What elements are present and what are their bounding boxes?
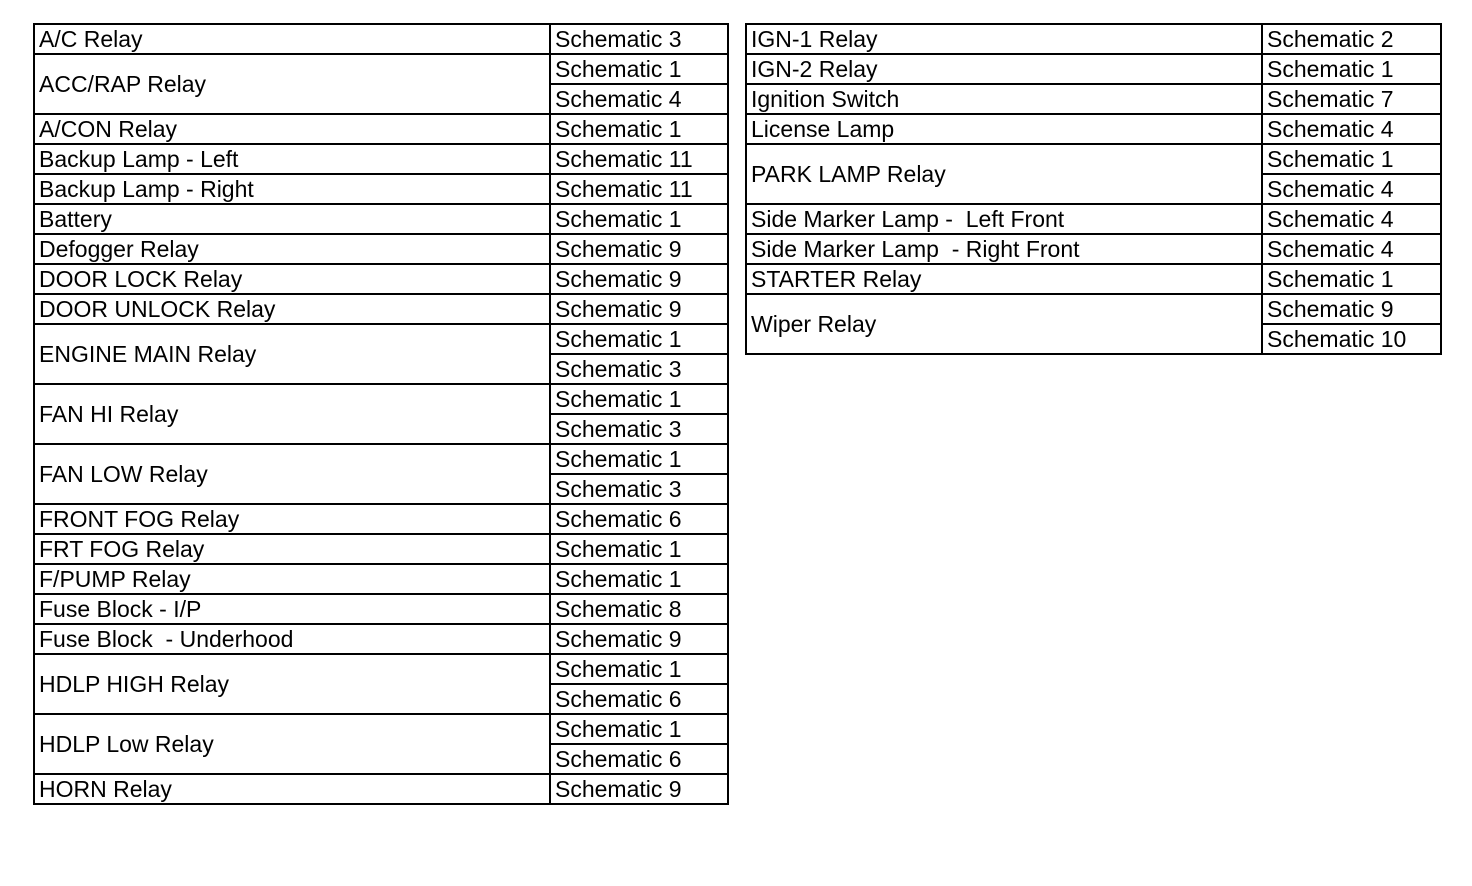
table-row [34, 714, 728, 744]
schematic-reference-cell: Schematic 7 [1262, 84, 1441, 114]
table-row [34, 564, 728, 594]
table-row [34, 534, 728, 564]
schematic-reference-cell: Schematic 2 [1262, 24, 1441, 54]
schematic-reference-cell: Schematic 9 [550, 264, 728, 294]
component-name-cell: Backup Lamp - Right [34, 174, 550, 204]
component-name-cell: ENGINE MAIN Relay [34, 324, 550, 384]
component-name-cell: Fuse Block - I/P [34, 594, 550, 624]
table-row [746, 204, 1441, 234]
table-row [34, 654, 728, 684]
schematic-reference-cell: Schematic 4 [1262, 114, 1441, 144]
component-name-cell: Wiper Relay [746, 294, 1262, 354]
table-row [34, 264, 728, 294]
component-index-table-left [33, 23, 729, 805]
component-name-cell: FAN HI Relay [34, 384, 550, 444]
component-name-cell: STARTER Relay [746, 264, 1262, 294]
table-row [34, 174, 728, 204]
table-row [746, 264, 1441, 294]
schematic-reference-cell: Schematic 1 [550, 534, 728, 564]
schematic-reference-cell: Schematic 6 [550, 504, 728, 534]
component-name-cell: Ignition Switch [746, 84, 1262, 114]
schematic-reference-cell: Schematic 1 [550, 444, 728, 474]
schematic-reference-cell: Schematic 4 [550, 84, 728, 114]
component-name-cell: FAN LOW Relay [34, 444, 550, 504]
component-name-cell: A/CON Relay [34, 114, 550, 144]
table-row [34, 204, 728, 234]
component-name-cell: HDLP HIGH Relay [34, 654, 550, 714]
component-name-cell: Battery [34, 204, 550, 234]
schematic-reference-cell: Schematic 11 [550, 144, 728, 174]
schematic-reference-cell: Schematic 1 [1262, 264, 1441, 294]
schematic-reference-cell: Schematic 4 [1262, 174, 1441, 204]
component-name-cell: FRONT FOG Relay [34, 504, 550, 534]
table-row [746, 114, 1441, 144]
component-name-cell: License Lamp [746, 114, 1262, 144]
schematic-reference-cell: Schematic 9 [550, 234, 728, 264]
schematic-reference-cell: Schematic 1 [550, 324, 728, 354]
table-row [34, 54, 728, 84]
component-name-cell: ACC/RAP Relay [34, 54, 550, 114]
table-row [34, 294, 728, 324]
schematic-reference-cell: Schematic 1 [550, 564, 728, 594]
component-index-table-right [745, 23, 1442, 355]
table-row [34, 144, 728, 174]
component-name-cell: Backup Lamp - Left [34, 144, 550, 174]
schematic-reference-cell: Schematic 6 [550, 744, 728, 774]
table-row [34, 504, 728, 534]
schematic-reference-cell: Schematic 1 [550, 654, 728, 684]
table-row [746, 24, 1441, 54]
table-row [746, 84, 1441, 114]
component-name-cell: HORN Relay [34, 774, 550, 804]
component-name-cell: Defogger Relay [34, 234, 550, 264]
schematic-reference-cell: Schematic 11 [550, 174, 728, 204]
component-name-cell: Fuse Block - Underhood [34, 624, 550, 654]
schematic-reference-cell: Schematic 1 [550, 714, 728, 744]
schematic-reference-cell: Schematic 1 [1262, 54, 1441, 84]
schematic-reference-cell: Schematic 3 [550, 414, 728, 444]
table-row [34, 324, 728, 354]
component-name-cell: Side Marker Lamp - Right Front [746, 234, 1262, 264]
table-row [34, 234, 728, 264]
component-name-cell: Side Marker Lamp - Left Front [746, 204, 1262, 234]
component-name-cell: PARK LAMP Relay [746, 144, 1262, 204]
table-body [34, 24, 728, 804]
table-row [34, 24, 728, 54]
schematic-reference-cell: Schematic 4 [1262, 204, 1441, 234]
schematic-reference-cell: Schematic 1 [550, 114, 728, 144]
schematic-reference-cell: Schematic 4 [1262, 234, 1441, 264]
table-row [34, 594, 728, 624]
schematic-reference-cell: Schematic 9 [550, 624, 728, 654]
schematic-reference-cell: Schematic 1 [550, 384, 728, 414]
schematic-reference-cell: Schematic 9 [550, 774, 728, 804]
table-row [746, 144, 1441, 174]
table-row [746, 234, 1441, 264]
schematic-reference-cell: Schematic 1 [550, 54, 728, 84]
schematic-reference-cell: Schematic 3 [550, 354, 728, 384]
schematic-reference-cell: Schematic 10 [1262, 324, 1441, 354]
component-name-cell: IGN-1 Relay [746, 24, 1262, 54]
schematic-reference-cell: Schematic 3 [550, 474, 728, 504]
component-name-cell: F/PUMP Relay [34, 564, 550, 594]
table-row [34, 624, 728, 654]
table-body [746, 24, 1441, 354]
component-name-cell: HDLP Low Relay [34, 714, 550, 774]
table-row [34, 774, 728, 804]
table-row [34, 444, 728, 474]
table-row [746, 54, 1441, 84]
schematic-reference-cell: Schematic 8 [550, 594, 728, 624]
table-row [746, 294, 1441, 324]
component-name-cell: DOOR LOCK Relay [34, 264, 550, 294]
component-name-cell: A/C Relay [34, 24, 550, 54]
schematic-reference-cell: Schematic 1 [1262, 144, 1441, 174]
component-name-cell: IGN-2 Relay [746, 54, 1262, 84]
table-row [34, 114, 728, 144]
schematic-reference-cell: Schematic 6 [550, 684, 728, 714]
table-row [34, 384, 728, 414]
schematic-reference-cell: Schematic 9 [1262, 294, 1441, 324]
schematic-reference-cell: Schematic 9 [550, 294, 728, 324]
component-name-cell: DOOR UNLOCK Relay [34, 294, 550, 324]
component-name-cell: FRT FOG Relay [34, 534, 550, 564]
schematic-reference-cell: Schematic 3 [550, 24, 728, 54]
schematic-reference-cell: Schematic 1 [550, 204, 728, 234]
